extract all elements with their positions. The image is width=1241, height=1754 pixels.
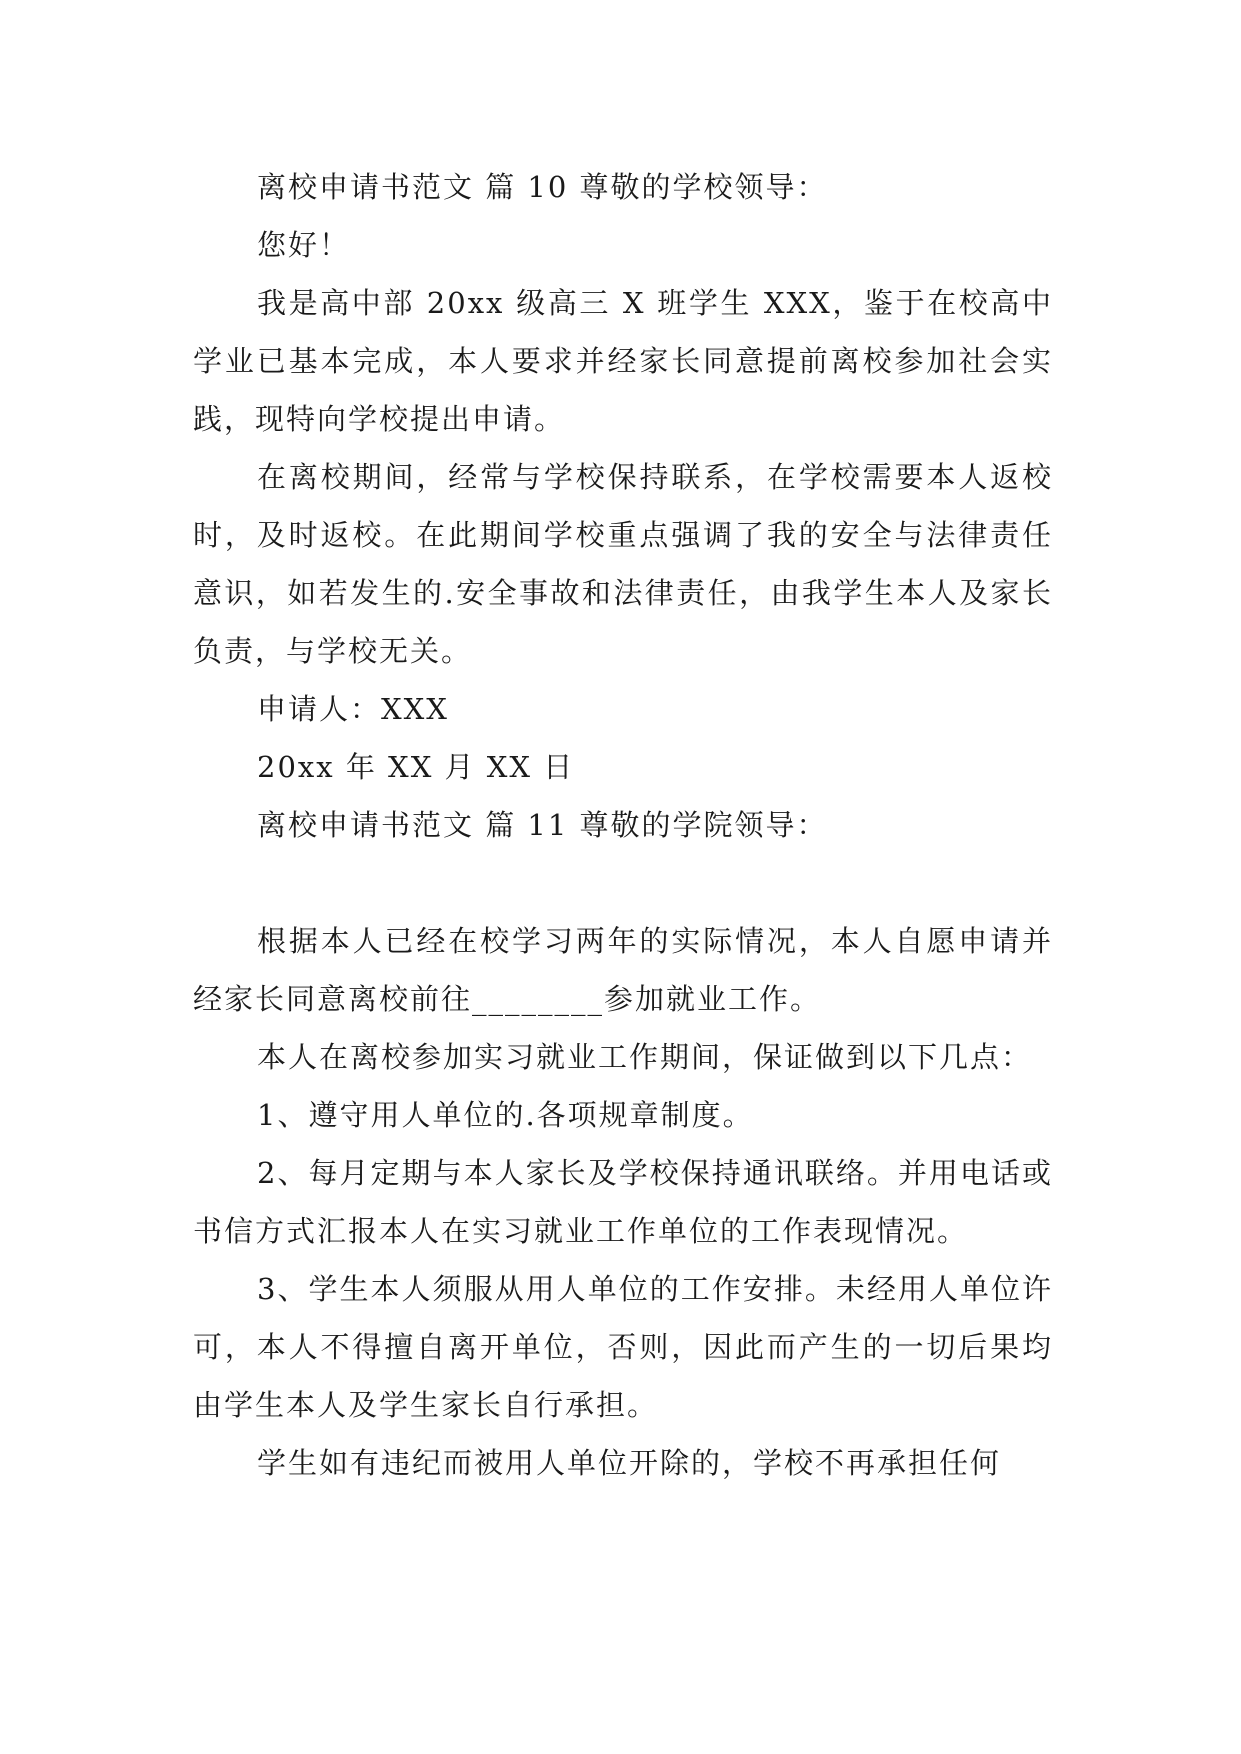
body-paragraph: 在离校期间，经常与学校保持联系，在学校需要本人返校时，及时返校。在此期间学校重点强调了我的安全与法律责任意识，如若发生的.安全事故和法律责任，由我学生本人及家长负责，与学校无关。: [193, 460, 1053, 668]
body-paragraph: 本人在离校参加实习就业工作期间，保证做到以下几点：: [257, 1040, 1033, 1074]
list-item-2: 2、每月定期与本人家长及学校保持通讯联络。并用电话或书信方式汇报本人在实习就业工作单位的工作表现情况。: [193, 1156, 1053, 1248]
body-paragraph: 我是高中部 20xx 级高三 X 班学生 XXX，鉴于在校高中学业已基本完成，本人要求并经家长同意提前离校参加社会实践，现特向学校提出申请。: [193, 286, 1053, 436]
section-heading-10: 离校申请书范文 篇 10 尊敬的学校领导：: [257, 170, 828, 204]
document-body: [193, 158, 1053, 1492]
blank-line: [193, 854, 1053, 912]
body-paragraph: 学生如有违纪而被用人单位开除的，学校不再承担任何: [257, 1446, 1002, 1480]
date-line: 20xx 年 XX 月 XX 日: [257, 750, 575, 784]
list-item-3: 3、学生本人须服从用人单位的工作安排。未经用人单位许可，本人不得擅自离开单位，否则，因此而产生的一切后果均由学生本人及学生家长自行承担。: [193, 1272, 1053, 1422]
list-item-1: 1、遵守用人单位的.各项规章制度。: [257, 1098, 754, 1132]
body-paragraph: 根据本人已经在校学习两年的实际情况，本人自愿申请并经家长同意离校前往________参加就业工作。: [193, 924, 1053, 1016]
greeting: 您好！: [257, 228, 351, 262]
applicant-line: 申请人：XXX: [257, 692, 449, 726]
section-heading-11: 离校申请书范文 篇 11 尊敬的学院领导：: [257, 808, 828, 842]
